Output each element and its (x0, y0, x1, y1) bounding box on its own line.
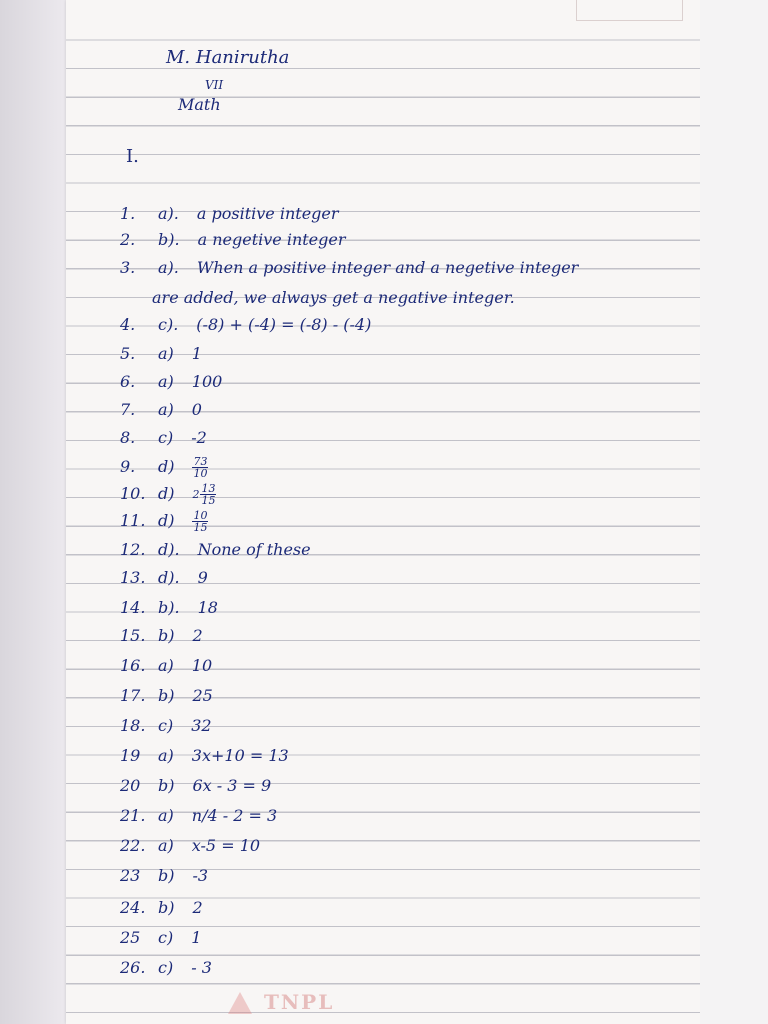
answer-row (120, 483, 216, 506)
question-number: 10. (120, 484, 146, 503)
fraction-numerator: 13 (201, 482, 216, 495)
answer-option: a) (158, 836, 174, 855)
question-number: 11. (120, 511, 146, 530)
answer-text: 100 (191, 372, 223, 391)
fraction-whole: 2 (192, 488, 200, 501)
question-number: 5. (120, 344, 136, 363)
answer-option: d). (158, 540, 180, 559)
answer-text: When a positive integer and a negetive integer (196, 258, 579, 277)
question-number: 13. (120, 568, 146, 587)
answer-option: c) (158, 428, 174, 447)
answer-row (120, 428, 207, 447)
page-header-box (576, 0, 683, 21)
answer-row (120, 806, 277, 825)
answer-option: a) (158, 656, 174, 675)
answer-option: c) (158, 928, 174, 947)
question-number: 4. (120, 315, 136, 334)
fraction-numerator: 10 (193, 509, 208, 522)
answer-row (120, 540, 311, 559)
answer-row (120, 568, 208, 587)
question-number: 15. (120, 626, 146, 645)
answer-option: b) (158, 626, 175, 645)
answer-text: -2 (191, 428, 207, 447)
question-number: 1. (120, 204, 136, 223)
answer-text: a positive integer (196, 204, 339, 223)
question-number: 9. (120, 457, 136, 476)
fraction-denominator: 15 (193, 521, 208, 534)
question-number: 26. (120, 958, 146, 977)
answer-option: b). (158, 230, 180, 249)
subject-label: Math (178, 95, 221, 114)
answer-option: c) (158, 716, 174, 735)
answer-row (120, 315, 371, 334)
answer-option: a) (158, 806, 174, 825)
answer-option: b) (158, 866, 175, 885)
answer-option: d) (158, 457, 175, 476)
answer-row (120, 716, 212, 735)
answer-option: d). (158, 568, 180, 587)
answer-row (120, 958, 212, 977)
fraction (192, 456, 208, 479)
grade-label: VII (205, 78, 224, 92)
question-number: 24. (120, 898, 146, 917)
answer-option: a) (158, 746, 174, 765)
answer-row (120, 898, 203, 917)
temple-logo-icon (228, 992, 252, 1014)
answer-text: 2 (192, 898, 203, 917)
answer-option: a) (158, 400, 174, 419)
question-number: 25 (120, 928, 141, 947)
answer-row (120, 344, 202, 363)
question-number: 14. (120, 598, 146, 617)
answer-row (120, 456, 208, 479)
answer-continuation: are added, we always get a negative integer. (152, 288, 515, 307)
answer-text: 10 (191, 656, 213, 675)
background-strip (700, 0, 768, 1024)
answer-text: 2 (192, 626, 203, 645)
answer-row (120, 598, 218, 617)
student-name: M. Hanirutha (166, 47, 290, 68)
answer-text: 3x+10 = 13 (191, 746, 289, 765)
answer-row (120, 928, 201, 947)
answer-row (120, 626, 203, 645)
question-number: 18. (120, 716, 146, 735)
answer-row (120, 686, 213, 705)
answer-row (120, 510, 208, 533)
question-number: 21. (120, 806, 146, 825)
answer-option: b) (158, 776, 175, 795)
question-number: 3. (120, 258, 136, 277)
answer-text: 9 (197, 568, 208, 587)
answer-text: 25 (192, 686, 213, 705)
fraction (200, 483, 216, 506)
answer-text: a negetive integer (197, 230, 346, 249)
fraction-denominator: 15 (201, 494, 216, 507)
question-number: 2. (120, 230, 136, 249)
answer-option: c). (158, 315, 179, 334)
answer-text: -3 (192, 866, 209, 885)
binding-margin (0, 0, 66, 1024)
answer-text: (-8) + (-4) = (-8) - (-4) (196, 315, 372, 334)
question-number: 17. (120, 686, 146, 705)
section-number: I. (126, 146, 139, 167)
answer-text: 18 (197, 598, 218, 617)
question-number: 7. (120, 400, 136, 419)
answer-option: b) (158, 898, 175, 917)
answer-option: d) (158, 484, 175, 503)
answer-text: x-5 = 10 (191, 836, 261, 855)
fraction (192, 510, 208, 533)
answer-text: 0 (191, 400, 202, 419)
answer-row (120, 400, 202, 419)
answer-option: c) (158, 958, 174, 977)
answer-row (120, 746, 289, 765)
answer-row (120, 204, 339, 223)
answer-option: b). (158, 598, 180, 617)
fraction-denominator: 10 (193, 467, 208, 480)
tnpl-watermark (228, 988, 335, 1018)
fraction-answer (192, 483, 216, 506)
watermark-text: TNPL (264, 990, 335, 1014)
answer-row (120, 866, 208, 885)
answer-text: None of these (197, 540, 311, 559)
answer-text: - 3 (191, 958, 212, 977)
answer-option: a) (158, 372, 174, 391)
answer-row (120, 230, 346, 249)
answer-row (120, 776, 271, 795)
question-number: 22. (120, 836, 146, 855)
answer-option: a). (158, 204, 179, 223)
question-number: 6. (120, 372, 136, 391)
question-number: 19 (120, 746, 141, 765)
answer-row (120, 836, 260, 855)
fraction-answer (192, 456, 208, 479)
question-number: 12. (120, 540, 146, 559)
answer-text: 1 (191, 928, 202, 947)
answer-row (120, 372, 222, 391)
answer-option: d) (158, 511, 175, 530)
answer-text: 32 (191, 716, 212, 735)
question-number: 16. (120, 656, 146, 675)
question-number: 23 (120, 866, 141, 885)
fraction-numerator: 73 (193, 455, 208, 468)
answer-row (120, 656, 212, 675)
answer-text: 6x - 3 = 9 (192, 776, 272, 795)
answer-option: a). (158, 258, 179, 277)
question-number: 8. (120, 428, 136, 447)
answer-text: 1 (191, 344, 202, 363)
answer-option: a) (158, 344, 174, 363)
answer-row (120, 258, 578, 277)
answer-text: n/4 - 2 = 3 (191, 806, 278, 825)
question-number: 20 (120, 776, 141, 795)
answer-option: b) (158, 686, 175, 705)
fraction-answer (192, 510, 208, 533)
